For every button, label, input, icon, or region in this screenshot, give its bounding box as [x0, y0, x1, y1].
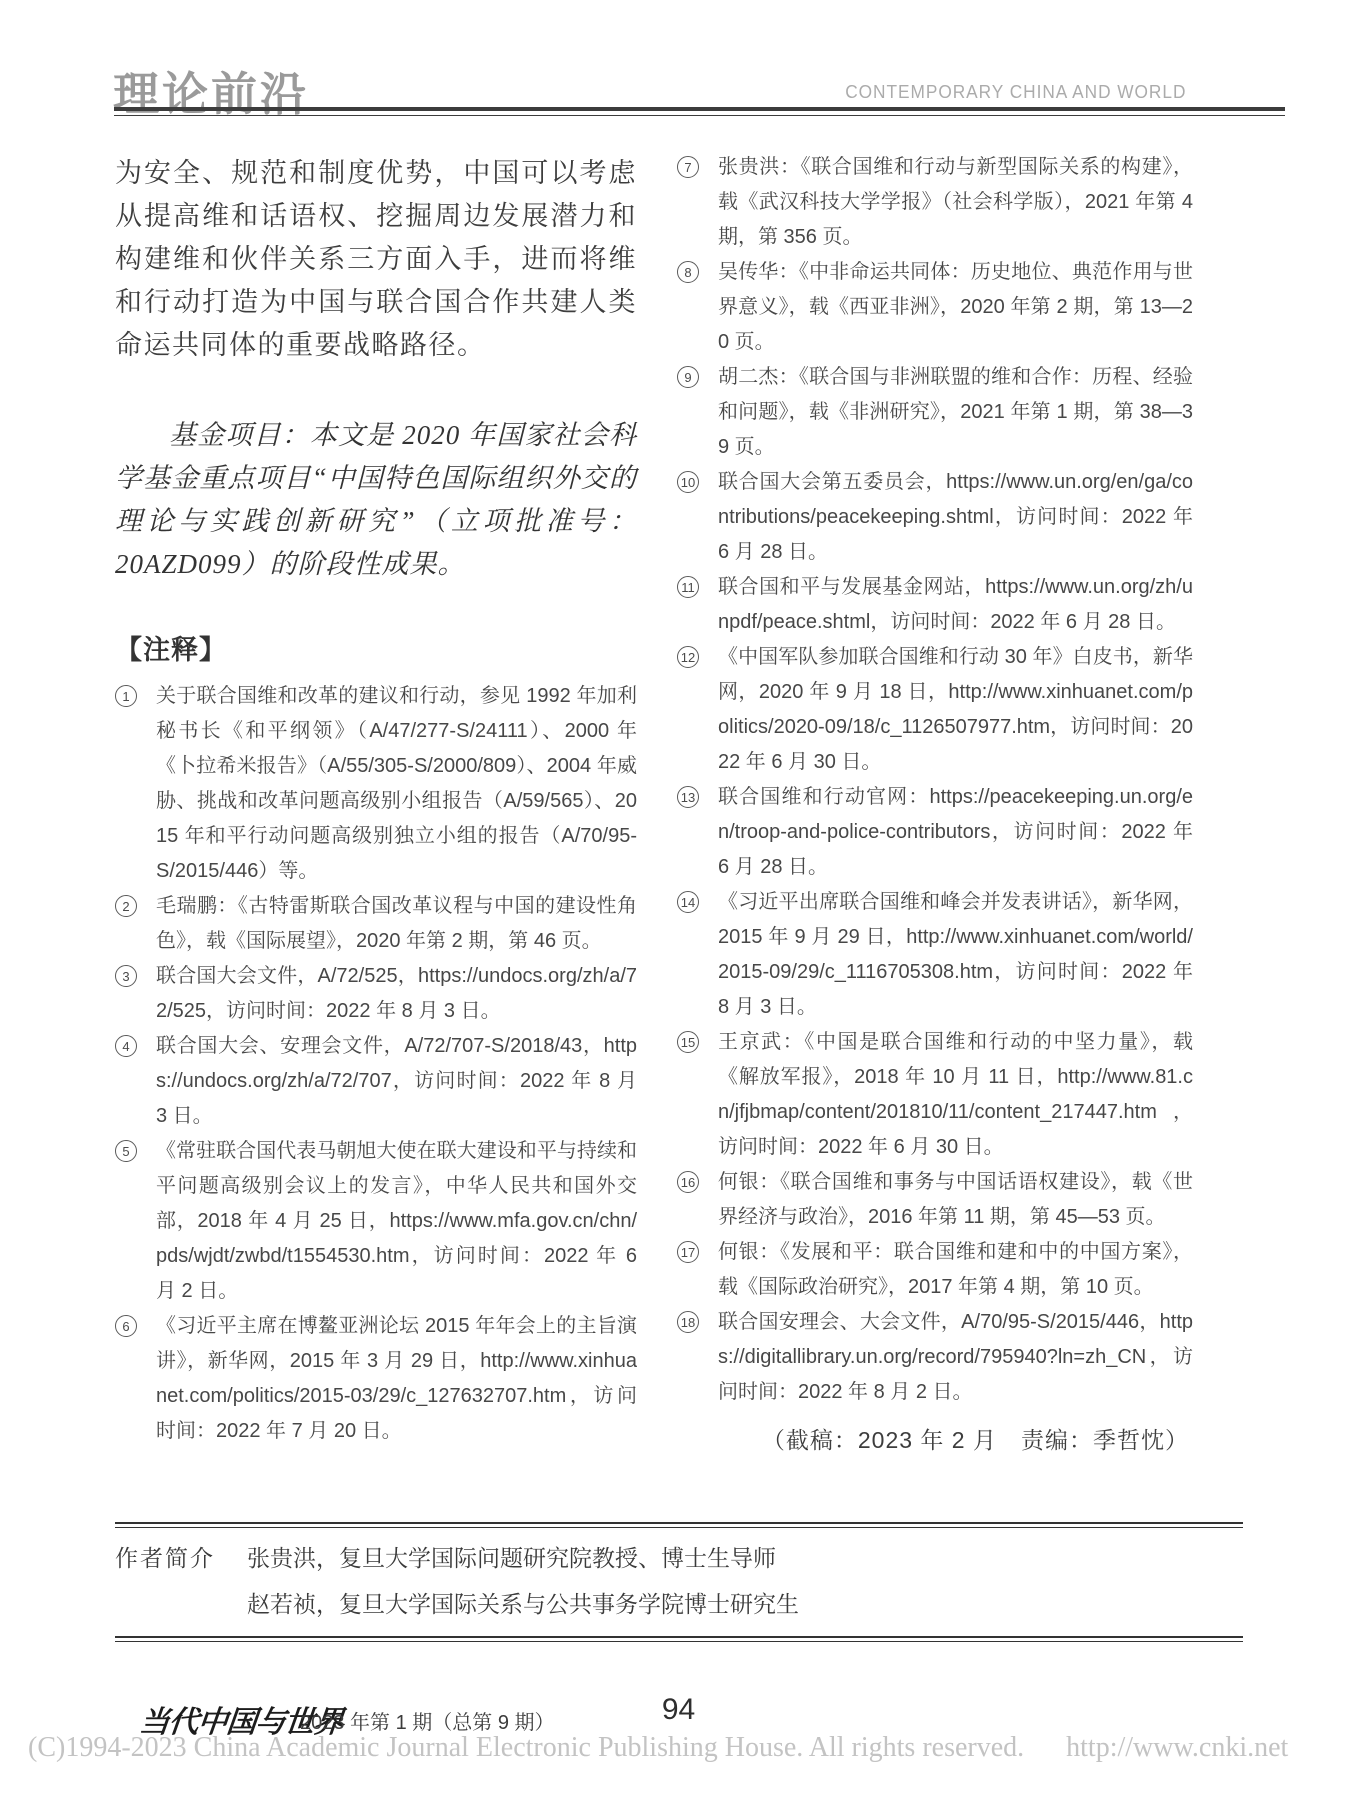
journal-title-en: CONTEMPORARY CHINA AND WORLD: [844, 82, 1186, 102]
footnote-number-icon: 13: [677, 786, 699, 808]
footnote-item: [115, 959, 637, 1029]
footnote-item: [115, 1029, 637, 1134]
section-title: 理论前沿: [113, 68, 309, 120]
author-bio-line: 张贵洪，复旦大学国际问题研究院教授、博士生导师: [247, 1545, 776, 1571]
footnote-number-icon: 17: [677, 1241, 699, 1263]
footnote-item: [115, 1134, 637, 1309]
footnote-text: 关于联合国维和改革的建议和行动，参见 1992 年加利秘书长《和平纲领》（A/47/277-S/24111）、2000 年《卜拉希米报告》（A/55/305-S/2000/809）、2004 年威胁、挑战和改革问题高级别小组报告（A/59/565）、2015 年和平行动问题高级别独立小组的报告（A/70/95-S/2015/446）等。: [156, 685, 637, 882]
footnote-text: 毛瑞鹏：《古特雷斯联合国改革议程与中国的建设性角色》，载《国际展望》，2020 年第 2 期，第 46 页。: [156, 895, 637, 952]
footnote-text: 《习近平出席联合国维和峰会并发表讲话》，新华网，2015 年 9 月 29 日，http://www.xinhuanet.com/world/2015-09/29/c_1116705308.htm，访问时间：2022 年 8 月 3 日。: [718, 891, 1193, 1018]
footnote-number-icon: 1: [115, 685, 137, 707]
header-rule: [114, 107, 1285, 116]
footnote-item: [677, 780, 1193, 885]
footnote-number-icon: 14: [677, 891, 699, 913]
footnote-text: 胡二杰：《联合国与非洲联盟的维和合作：历程、经验和问题》，载《非洲研究》，2021 年第 1 期，第 38—39 页。: [718, 366, 1193, 458]
author-block-bottom-rule: [115, 1636, 1243, 1642]
footnote-number-icon: 16: [677, 1171, 699, 1193]
footnote-number-icon: 8: [677, 261, 699, 283]
journal-logo: 当代中国与世界: [137, 1705, 345, 1740]
author-bio-label-spacer: [115, 1588, 247, 1620]
footnote-text: 何银：《联合国维和事务与中国话语权建设》，载《世界经济与政治》，2016 年第 11 期，第 45—53 页。: [718, 1171, 1193, 1228]
footnote-number-icon: 10: [677, 471, 699, 493]
footnote-number-icon: 6: [115, 1315, 137, 1337]
funding-note: 基金项目：本文是 2020 年国家社会科学基金重点项目“中国特色国际组织外交的理论与实践创新研究”（立项批准号：20AZD099）的阶段性成果。: [115, 420, 637, 579]
footnote-number-icon: 7: [677, 156, 699, 178]
editor-closing-note: （截稿：2023 年 2 月 责编：季哲忱）: [761, 1427, 1189, 1453]
page-number: 94: [661, 1693, 696, 1726]
copyright-text: (C)1994-2023 China Academic Journal Electronic Publishing House. All rights reserved.: [28, 1732, 1025, 1763]
footnotes-right: [677, 150, 1193, 1410]
footnote-item: [115, 679, 637, 889]
footnote-number-icon: 12: [677, 646, 699, 668]
footnote-number-icon: 5: [115, 1140, 137, 1162]
footnote-item: [677, 1305, 1193, 1410]
left-column: [115, 152, 637, 1449]
footnote-item: [677, 1165, 1193, 1235]
author-bio-line: 赵若祯，复旦大学国际关系与公共事务学院博士研究生: [247, 1591, 799, 1617]
footnote-text: 《常驻联合国代表马朝旭大使在联大建设和平与持续和平问题高级别会议上的发言》，中华人民共和国外交部，2018 年 4 月 25 日，https://www.mfa.gov.cn/chn/pds/wjdt/zwbd/t1554530.htm，访问时间：2022 年 6 月 2 日。: [156, 1140, 637, 1302]
author-bio-block: [115, 1522, 1243, 1642]
footnote-text: 张贵洪：《联合国维和行动与新型国际关系的构建》，载《武汉科技大学学报》（社会科学版），2021 年第 4 期，第 356 页。: [718, 156, 1193, 248]
right-column: [677, 150, 1193, 1455]
footnote-item: [677, 640, 1193, 780]
copyright-line: [28, 1732, 1348, 1764]
footnote-number-icon: 4: [115, 1035, 137, 1057]
author-bio: [115, 1528, 1243, 1636]
footnote-item: [677, 885, 1193, 1025]
body-paragraph: 为安全、规范和制度优势，中国可以考虑从提高维和话语权、挖掘周边发展潜力和构建维和伙伴关系三方面入手，进而将维和行动打造为中国与联合国合作共建人类命运共同体的重要战略路径。: [115, 158, 637, 360]
footnote-number-icon: 11: [677, 576, 699, 598]
site-url: http://www.cnki.net: [1066, 1732, 1289, 1763]
issue-info: 2023 年第 1 期（总第 9 期）: [300, 1712, 555, 1734]
footnote-item: [677, 255, 1193, 360]
footnote-text: 联合国维和行动官网：https://peacekeeping.un.org/en/troop-and-police-contributors，访问时间：2022 年 6 月 28 日。: [718, 786, 1193, 878]
notes-heading: 【注释】: [115, 635, 227, 665]
footnote-text: 联合国大会文件，A/72/525，https://undocs.org/zh/a/72/525，访问时间：2022 年 8 月 3 日。: [156, 965, 637, 1022]
footnote-text: 《中国军队参加联合国维和行动 30 年》白皮书，新华网，2020 年 9 月 18 日，http://www.xinhuanet.com/politics/2020-09/18/c_1126507977.htm，访问时间：2022 年 6 月 30 日。: [718, 646, 1193, 773]
footnote-item: [677, 150, 1193, 255]
footnote-text: 吴传华：《中非命运共同体：历史地位、典范作用与世界意义》，载《西亚非洲》，2020 年第 2 期，第 13—20 页。: [718, 261, 1193, 353]
footnote-number-icon: 9: [677, 366, 699, 388]
footnotes-left: [115, 679, 637, 1449]
footnote-text: 联合国大会、安理会文件，A/72/707-S/2018/43，https://undocs.org/zh/a/72/707，访问时间：2022 年 8 月 3 日。: [156, 1035, 637, 1127]
footnote-text: 联合国和平与发展基金网站，https://www.un.org/zh/unpdf/peace.shtml，访问时间：2022 年 6 月 28 日。: [718, 576, 1193, 633]
footnote-text: 何银：《发展和平：联合国维和建和中的中国方案》，载《国际政治研究》，2017 年第 4 期，第 10 页。: [718, 1241, 1193, 1298]
footnote-item: [115, 889, 637, 959]
footnote-item: [677, 570, 1193, 640]
footnote-text: 《习近平主席在博鳌亚洲论坛 2015 年年会上的主旨演讲》，新华网，2015 年 3 月 29 日，http://www.xinhuanet.com/politics/2015-03/29/c_127632707.htm，访问时间：2022 年 7 月 20 日。: [156, 1315, 637, 1442]
footnote-item: [677, 465, 1193, 570]
footnote-number-icon: 18: [677, 1311, 699, 1333]
footnote-text: 王京武：《中国是联合国维和行动的中坚力量》，载《解放军报》，2018 年 10 月 11 日，http://www.81.cn/jfjbmap/content/201810/11/content_217447.htm，访问时间：2022 年 6 月 30 日。: [718, 1031, 1193, 1158]
footnote-text: 联合国大会第五委员会，https://www.un.org/en/ga/contributions/peacekeeping.shtml，访问时间：2022 年 6 月 28 日。: [718, 471, 1193, 563]
footnote-number-icon: 3: [115, 965, 137, 987]
footnote-item: [115, 1309, 637, 1449]
author-bio-label: 作者简介: [115, 1545, 215, 1571]
footnote-item: [677, 1025, 1193, 1165]
footnote-number-icon: 15: [677, 1031, 699, 1053]
footnote-text: 联合国安理会、大会文件，A/70/95-S/2015/446，https://digitallibrary.un.org/record/795940?ln=zh_CN，访问时间：2022 年 8 月 2 日。: [718, 1311, 1193, 1403]
footnote-item: [677, 1235, 1193, 1305]
footnote-number-icon: 2: [115, 895, 137, 917]
footnote-item: [677, 360, 1193, 465]
